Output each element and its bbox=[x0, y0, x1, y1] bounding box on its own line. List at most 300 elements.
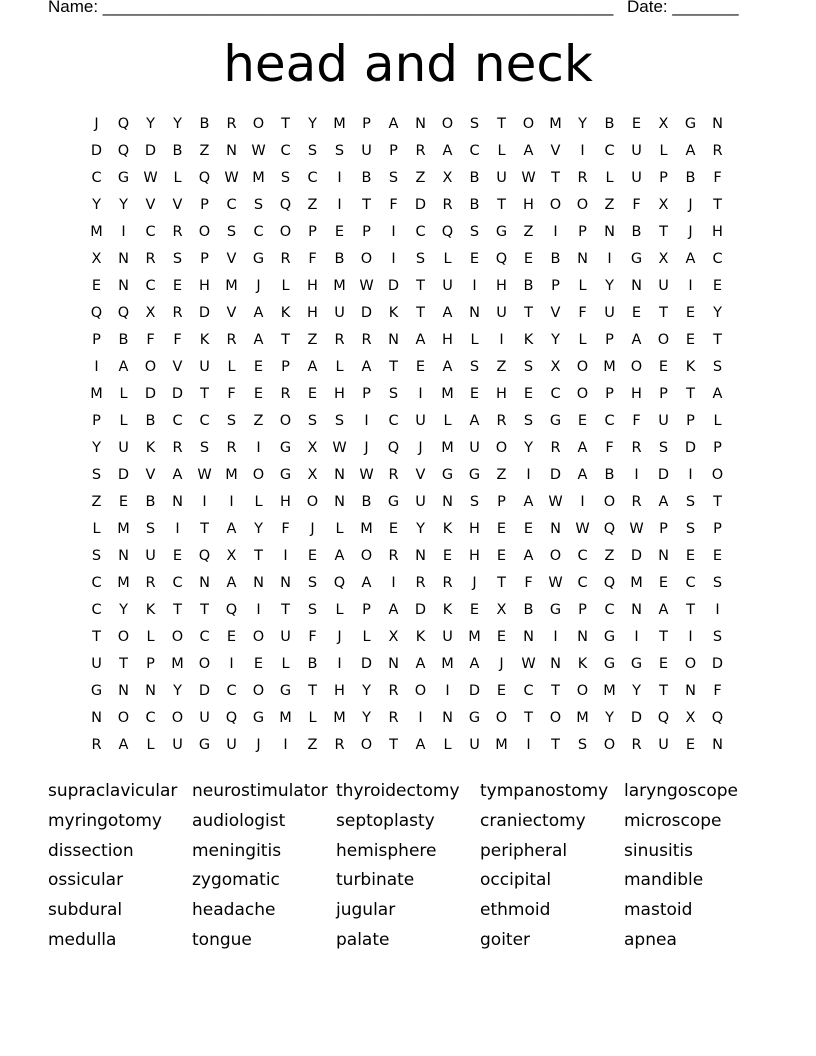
grid-letter[interactable]: C bbox=[199, 413, 210, 429]
grid-letter[interactable]: H bbox=[307, 278, 318, 294]
grid-letter[interactable]: U bbox=[199, 710, 210, 726]
grid-letter[interactable]: P bbox=[146, 656, 155, 672]
grid-letter[interactable]: Q bbox=[711, 710, 724, 726]
grid-letter[interactable]: P bbox=[659, 170, 668, 186]
grid-letter[interactable]: Y bbox=[605, 278, 614, 294]
grid-letter[interactable]: D bbox=[630, 710, 643, 726]
grid-letter[interactable]: Q bbox=[198, 170, 211, 186]
grid-letter[interactable]: M bbox=[603, 359, 616, 375]
grid-letter[interactable]: A bbox=[388, 116, 399, 132]
grid-letter[interactable]: U bbox=[658, 737, 669, 753]
grid-letter[interactable]: C bbox=[145, 224, 156, 240]
grid-letter[interactable]: R bbox=[577, 170, 588, 186]
grid-letter[interactable]: G bbox=[441, 467, 454, 483]
grid-letter[interactable]: R bbox=[226, 116, 237, 132]
grid-letter[interactable]: O bbox=[441, 116, 454, 132]
grid-letter[interactable]: O bbox=[117, 629, 130, 645]
grid-letter[interactable]: T bbox=[659, 224, 668, 240]
grid-letter[interactable]: Y bbox=[119, 197, 128, 213]
grid-letter[interactable]: F bbox=[173, 332, 182, 348]
grid-letter[interactable]: L bbox=[119, 413, 128, 429]
grid-letter[interactable]: I bbox=[553, 629, 558, 645]
grid-letter[interactable]: A bbox=[361, 575, 372, 591]
grid-letter[interactable]: X bbox=[91, 251, 102, 267]
grid-letter[interactable]: T bbox=[497, 116, 506, 132]
grid-letter[interactable]: O bbox=[576, 359, 589, 375]
grid-letter[interactable]: A bbox=[361, 359, 372, 375]
grid-letter[interactable]: N bbox=[631, 602, 642, 618]
grid-letter[interactable]: M bbox=[441, 440, 454, 456]
grid-letter[interactable]: E bbox=[658, 656, 669, 672]
grid-letter[interactable]: I bbox=[337, 656, 342, 672]
grid-letter[interactable]: L bbox=[173, 170, 182, 186]
grid-letter[interactable]: C bbox=[145, 278, 156, 294]
grid-letter[interactable]: O bbox=[252, 683, 265, 699]
grid-letter[interactable]: U bbox=[631, 170, 642, 186]
grid-letter[interactable]: I bbox=[445, 683, 450, 699]
grid-letter[interactable]: W bbox=[521, 170, 536, 186]
grid-letter[interactable]: F bbox=[632, 197, 641, 213]
grid-letter[interactable]: Y bbox=[578, 116, 587, 132]
grid-letter[interactable]: U bbox=[469, 737, 480, 753]
grid-letter[interactable]: S bbox=[172, 251, 183, 267]
grid-letter[interactable]: R bbox=[388, 548, 399, 564]
grid-letter[interactable]: R bbox=[631, 440, 642, 456]
grid-letter[interactable]: S bbox=[469, 224, 480, 240]
grid-letter[interactable]: I bbox=[418, 386, 423, 402]
grid-letter[interactable]: J bbox=[418, 440, 423, 456]
grid-letter[interactable]: L bbox=[335, 521, 344, 537]
grid-letter[interactable]: Q bbox=[333, 575, 346, 591]
grid-letter[interactable]: T bbox=[524, 305, 533, 321]
grid-letter[interactable]: I bbox=[553, 224, 558, 240]
grid-letter[interactable]: A bbox=[523, 548, 534, 564]
grid-letter[interactable]: B bbox=[361, 170, 372, 186]
grid-letter[interactable]: S bbox=[307, 143, 318, 159]
grid-letter[interactable]: I bbox=[715, 602, 720, 618]
grid-letter[interactable]: B bbox=[550, 251, 561, 267]
grid-letter[interactable]: L bbox=[281, 278, 290, 294]
grid-letter[interactable]: O bbox=[360, 548, 373, 564]
grid-letter[interactable]: E bbox=[253, 359, 264, 375]
grid-letter[interactable]: M bbox=[549, 116, 562, 132]
grid-letter[interactable]: M bbox=[441, 656, 454, 672]
grid-letter[interactable]: J bbox=[688, 197, 693, 213]
grid-letter[interactable]: D bbox=[387, 278, 400, 294]
grid-letter[interactable]: Y bbox=[173, 683, 182, 699]
grid-letter[interactable]: S bbox=[145, 521, 156, 537]
grid-letter[interactable]: Y bbox=[362, 683, 371, 699]
grid-letter[interactable]: D bbox=[198, 305, 211, 321]
grid-letter[interactable]: D bbox=[144, 386, 157, 402]
grid-letter[interactable]: F bbox=[605, 440, 614, 456]
grid-letter[interactable]: Y bbox=[92, 197, 101, 213]
grid-letter[interactable]: I bbox=[256, 602, 261, 618]
grid-letter[interactable]: R bbox=[334, 737, 345, 753]
grid-letter[interactable]: W bbox=[332, 440, 347, 456]
grid-letter[interactable]: E bbox=[307, 386, 318, 402]
grid-letter[interactable]: V bbox=[550, 305, 561, 321]
grid-letter[interactable]: E bbox=[172, 278, 183, 294]
grid-letter[interactable]: T bbox=[92, 629, 101, 645]
grid-letter[interactable]: A bbox=[253, 305, 264, 321]
grid-letter[interactable]: H bbox=[334, 683, 345, 699]
grid-letter[interactable]: O bbox=[576, 197, 589, 213]
grid-letter[interactable]: K bbox=[145, 440, 156, 456]
grid-letter[interactable]: R bbox=[550, 440, 561, 456]
grid-letter[interactable]: W bbox=[197, 467, 212, 483]
grid-letter[interactable]: Q bbox=[495, 251, 508, 267]
grid-letter[interactable]: J bbox=[310, 521, 315, 537]
grid-letter[interactable]: N bbox=[145, 683, 156, 699]
grid-letter[interactable]: K bbox=[442, 521, 453, 537]
grid-letter[interactable]: B bbox=[685, 170, 696, 186]
grid-letter[interactable]: X bbox=[226, 548, 237, 564]
grid-letter[interactable]: L bbox=[578, 332, 587, 348]
grid-letter[interactable]: B bbox=[523, 278, 534, 294]
grid-letter[interactable]: R bbox=[442, 197, 453, 213]
grid-letter[interactable]: N bbox=[712, 116, 723, 132]
grid-letter[interactable]: L bbox=[146, 629, 155, 645]
grid-letter[interactable]: R bbox=[631, 737, 642, 753]
grid-letter[interactable]: Q bbox=[441, 224, 454, 240]
grid-letter[interactable]: N bbox=[280, 575, 291, 591]
grid-letter[interactable]: G bbox=[279, 440, 292, 456]
grid-letter[interactable]: S bbox=[712, 575, 723, 591]
grid-letter[interactable]: P bbox=[200, 251, 209, 267]
grid-letter[interactable]: N bbox=[118, 683, 129, 699]
grid-letter[interactable]: T bbox=[254, 548, 263, 564]
grid-letter[interactable]: M bbox=[333, 710, 346, 726]
grid-letter[interactable]: K bbox=[145, 602, 156, 618]
grid-letter[interactable]: A bbox=[307, 359, 318, 375]
grid-letter[interactable]: C bbox=[388, 413, 399, 429]
grid-letter[interactable]: I bbox=[256, 440, 261, 456]
grid-letter[interactable]: M bbox=[360, 521, 373, 537]
grid-letter[interactable]: C bbox=[226, 683, 237, 699]
grid-letter[interactable]: I bbox=[121, 224, 126, 240]
grid-letter[interactable]: A bbox=[334, 548, 345, 564]
grid-letter[interactable]: U bbox=[496, 170, 507, 186]
grid-letter[interactable]: G bbox=[279, 683, 292, 699]
grid-letter[interactable]: L bbox=[146, 737, 155, 753]
grid-letter[interactable]: C bbox=[550, 386, 561, 402]
grid-letter[interactable]: I bbox=[472, 278, 477, 294]
grid-letter[interactable]: N bbox=[577, 629, 588, 645]
grid-letter[interactable]: V bbox=[172, 359, 183, 375]
grid-letter[interactable]: O bbox=[414, 683, 427, 699]
grid-letter[interactable]: A bbox=[172, 467, 183, 483]
grid-letter[interactable]: C bbox=[172, 413, 183, 429]
grid-letter[interactable]: I bbox=[337, 197, 342, 213]
grid-letter[interactable]: L bbox=[281, 656, 290, 672]
grid-letter[interactable]: P bbox=[578, 224, 587, 240]
grid-letter[interactable]: I bbox=[94, 359, 99, 375]
grid-letter[interactable]: K bbox=[442, 602, 453, 618]
grid-letter[interactable]: M bbox=[333, 278, 346, 294]
grid-letter[interactable]: M bbox=[333, 116, 346, 132]
grid-letter[interactable]: A bbox=[226, 521, 237, 537]
grid-letter[interactable]: U bbox=[442, 278, 453, 294]
grid-letter[interactable]: X bbox=[388, 629, 399, 645]
grid-letter[interactable]: H bbox=[280, 494, 291, 510]
grid-letter[interactable]: L bbox=[443, 737, 452, 753]
grid-letter[interactable]: I bbox=[391, 575, 396, 591]
grid-letter[interactable]: M bbox=[495, 737, 508, 753]
grid-letter[interactable]: R bbox=[415, 575, 426, 591]
grid-letter[interactable]: O bbox=[657, 332, 670, 348]
grid-letter[interactable]: R bbox=[172, 440, 183, 456]
grid-letter[interactable]: X bbox=[145, 305, 156, 321]
grid-letter[interactable]: T bbox=[713, 332, 722, 348]
grid-letter[interactable]: S bbox=[685, 494, 696, 510]
grid-letter[interactable]: Z bbox=[523, 224, 534, 240]
grid-letter[interactable]: N bbox=[550, 656, 561, 672]
grid-letter[interactable]: O bbox=[495, 710, 508, 726]
grid-letter[interactable]: V bbox=[145, 197, 156, 213]
grid-letter[interactable]: G bbox=[387, 494, 400, 510]
grid-letter[interactable]: X bbox=[658, 197, 669, 213]
grid-letter[interactable]: J bbox=[472, 575, 477, 591]
grid-letter[interactable]: O bbox=[576, 386, 589, 402]
grid-letter[interactable]: C bbox=[172, 575, 183, 591]
grid-letter[interactable]: N bbox=[388, 332, 399, 348]
grid-letter[interactable]: H bbox=[307, 305, 318, 321]
grid-letter[interactable]: E bbox=[226, 629, 237, 645]
grid-letter[interactable]: T bbox=[389, 737, 398, 753]
grid-letter[interactable]: P bbox=[362, 386, 371, 402]
grid-letter[interactable]: N bbox=[253, 575, 264, 591]
grid-letter[interactable]: T bbox=[200, 521, 209, 537]
grid-letter[interactable]: O bbox=[198, 224, 211, 240]
grid-letter[interactable]: L bbox=[92, 521, 101, 537]
grid-letter[interactable]: V bbox=[226, 305, 237, 321]
grid-letter[interactable]: R bbox=[280, 251, 291, 267]
grid-letter[interactable]: U bbox=[280, 629, 291, 645]
grid-letter[interactable]: J bbox=[94, 116, 99, 132]
grid-letter[interactable]: A bbox=[253, 332, 264, 348]
grid-letter[interactable]: P bbox=[551, 278, 560, 294]
grid-letter[interactable]: A bbox=[469, 413, 480, 429]
grid-letter[interactable]: L bbox=[470, 332, 479, 348]
grid-letter[interactable]: M bbox=[117, 575, 130, 591]
grid-letter[interactable]: H bbox=[442, 332, 453, 348]
grid-letter[interactable]: E bbox=[685, 737, 696, 753]
grid-letter[interactable]: S bbox=[280, 170, 291, 186]
grid-letter[interactable]: T bbox=[713, 197, 722, 213]
grid-letter[interactable]: G bbox=[549, 413, 562, 429]
grid-letter[interactable]: G bbox=[630, 656, 643, 672]
grid-letter[interactable]: G bbox=[117, 170, 130, 186]
grid-letter[interactable]: X bbox=[307, 467, 318, 483]
grid-letter[interactable]: G bbox=[198, 737, 211, 753]
grid-letter[interactable]: D bbox=[657, 467, 670, 483]
grid-letter[interactable]: O bbox=[360, 737, 373, 753]
grid-letter[interactable]: Y bbox=[713, 305, 722, 321]
grid-letter[interactable]: C bbox=[577, 548, 588, 564]
grid-letter[interactable]: J bbox=[256, 737, 261, 753]
grid-letter[interactable]: A bbox=[415, 332, 426, 348]
grid-letter[interactable]: O bbox=[144, 359, 157, 375]
grid-letter[interactable]: B bbox=[145, 494, 156, 510]
grid-letter[interactable]: Y bbox=[308, 116, 317, 132]
grid-letter[interactable]: L bbox=[578, 278, 587, 294]
grid-letter[interactable]: R bbox=[496, 413, 507, 429]
grid-letter[interactable]: G bbox=[252, 251, 265, 267]
grid-letter[interactable]: P bbox=[281, 359, 290, 375]
grid-letter[interactable]: Q bbox=[603, 521, 616, 537]
grid-letter[interactable]: Z bbox=[307, 332, 318, 348]
grid-letter[interactable]: N bbox=[334, 467, 345, 483]
grid-letter[interactable]: C bbox=[604, 143, 615, 159]
grid-letter[interactable]: R bbox=[145, 575, 156, 591]
grid-letter[interactable]: N bbox=[226, 143, 237, 159]
grid-letter[interactable]: R bbox=[388, 710, 399, 726]
grid-letter[interactable]: T bbox=[551, 170, 560, 186]
grid-letter[interactable]: A bbox=[442, 359, 453, 375]
grid-letter[interactable]: E bbox=[496, 683, 507, 699]
grid-letter[interactable]: M bbox=[90, 224, 103, 240]
grid-letter[interactable]: W bbox=[251, 143, 266, 159]
grid-letter[interactable]: E bbox=[523, 251, 534, 267]
grid-letter[interactable]: E bbox=[577, 413, 588, 429]
grid-letter[interactable]: J bbox=[256, 278, 261, 294]
grid-letter[interactable]: R bbox=[280, 386, 291, 402]
grid-letter[interactable]: M bbox=[252, 170, 265, 186]
grid-letter[interactable]: U bbox=[118, 440, 129, 456]
grid-letter[interactable]: S bbox=[307, 575, 318, 591]
grid-letter[interactable]: N bbox=[442, 710, 453, 726]
grid-letter[interactable]: B bbox=[361, 494, 372, 510]
grid-letter[interactable]: D bbox=[171, 386, 184, 402]
grid-letter[interactable]: Y bbox=[146, 116, 155, 132]
grid-letter[interactable]: F bbox=[389, 197, 398, 213]
grid-letter[interactable]: E bbox=[496, 521, 507, 537]
grid-letter[interactable]: A bbox=[415, 737, 426, 753]
grid-letter[interactable]: B bbox=[145, 413, 156, 429]
grid-letter[interactable]: C bbox=[604, 602, 615, 618]
grid-letter[interactable]: Q bbox=[279, 197, 292, 213]
grid-letter[interactable]: C bbox=[604, 413, 615, 429]
grid-letter[interactable]: I bbox=[634, 629, 639, 645]
grid-letter[interactable]: N bbox=[442, 494, 453, 510]
grid-letter[interactable]: O bbox=[576, 683, 589, 699]
grid-letter[interactable]: P bbox=[713, 440, 722, 456]
grid-letter[interactable]: I bbox=[634, 467, 639, 483]
grid-letter[interactable]: C bbox=[145, 710, 156, 726]
grid-letter[interactable]: B bbox=[604, 116, 615, 132]
grid-letter[interactable]: I bbox=[337, 170, 342, 186]
grid-letter[interactable]: I bbox=[391, 224, 396, 240]
grid-letter[interactable]: E bbox=[523, 386, 534, 402]
grid-letter[interactable]: G bbox=[684, 116, 697, 132]
grid-letter[interactable]: D bbox=[144, 143, 157, 159]
grid-letter[interactable]: G bbox=[630, 251, 643, 267]
grid-letter[interactable]: B bbox=[118, 332, 129, 348]
grid-letter[interactable]: N bbox=[199, 575, 210, 591]
grid-letter[interactable]: N bbox=[469, 305, 480, 321]
grid-letter[interactable]: P bbox=[362, 602, 371, 618]
grid-letter[interactable]: N bbox=[712, 737, 723, 753]
grid-letter[interactable]: D bbox=[198, 683, 211, 699]
grid-letter[interactable]: U bbox=[199, 359, 210, 375]
grid-letter[interactable]: C bbox=[91, 602, 102, 618]
grid-letter[interactable]: E bbox=[685, 332, 696, 348]
grid-letter[interactable]: E bbox=[469, 251, 480, 267]
grid-letter[interactable]: F bbox=[632, 413, 641, 429]
grid-letter[interactable]: F bbox=[308, 629, 317, 645]
grid-letter[interactable]: T bbox=[713, 494, 722, 510]
grid-letter[interactable]: U bbox=[361, 143, 372, 159]
grid-letter[interactable]: T bbox=[362, 197, 371, 213]
grid-letter[interactable]: W bbox=[521, 656, 536, 672]
grid-letter[interactable]: G bbox=[549, 602, 562, 618]
grid-letter[interactable]: L bbox=[443, 413, 452, 429]
grid-letter[interactable]: E bbox=[334, 224, 345, 240]
grid-letter[interactable]: E bbox=[496, 548, 507, 564]
grid-letter[interactable]: U bbox=[334, 305, 345, 321]
grid-letter[interactable]: G bbox=[603, 656, 616, 672]
grid-letter[interactable]: U bbox=[145, 548, 156, 564]
grid-letter[interactable]: Q bbox=[387, 440, 400, 456]
grid-letter[interactable]: W bbox=[359, 467, 374, 483]
grid-letter[interactable]: S bbox=[334, 413, 345, 429]
grid-letter[interactable]: I bbox=[499, 332, 504, 348]
grid-letter[interactable]: N bbox=[415, 548, 426, 564]
grid-letter[interactable]: A bbox=[577, 440, 588, 456]
grid-letter[interactable]: Q bbox=[225, 710, 238, 726]
grid-letter[interactable]: T bbox=[173, 602, 182, 618]
grid-letter[interactable]: T bbox=[308, 683, 317, 699]
grid-letter[interactable]: I bbox=[283, 737, 288, 753]
grid-letter[interactable]: Y bbox=[524, 440, 533, 456]
grid-letter[interactable]: T bbox=[119, 656, 128, 672]
grid-letter[interactable]: O bbox=[279, 413, 292, 429]
grid-letter[interactable]: A bbox=[442, 305, 453, 321]
grid-letter[interactable]: B bbox=[199, 116, 210, 132]
grid-letter[interactable]: T bbox=[551, 683, 560, 699]
grid-letter[interactable]: U bbox=[91, 656, 102, 672]
grid-letter[interactable]: T bbox=[281, 602, 290, 618]
grid-letter[interactable]: R bbox=[388, 683, 399, 699]
grid-letter[interactable]: T bbox=[200, 386, 209, 402]
grid-letter[interactable]: S bbox=[469, 494, 480, 510]
grid-letter[interactable]: N bbox=[415, 116, 426, 132]
grid-letter[interactable]: T bbox=[281, 116, 290, 132]
grid-letter[interactable]: G bbox=[495, 224, 508, 240]
grid-letter[interactable]: M bbox=[279, 710, 292, 726]
grid-letter[interactable]: O bbox=[360, 251, 373, 267]
grid-letter[interactable]: I bbox=[283, 548, 288, 564]
grid-letter[interactable]: R bbox=[226, 440, 237, 456]
grid-letter[interactable]: C bbox=[91, 575, 102, 591]
grid-letter[interactable]: T bbox=[524, 710, 533, 726]
grid-letter[interactable]: Y bbox=[173, 116, 182, 132]
grid-letter[interactable]: R bbox=[361, 332, 372, 348]
grid-letter[interactable]: N bbox=[550, 521, 561, 537]
grid-letter[interactable]: Z bbox=[604, 548, 615, 564]
grid-letter[interactable]: T bbox=[551, 737, 560, 753]
grid-letter[interactable]: T bbox=[389, 359, 398, 375]
grid-letter[interactable]: O bbox=[549, 548, 562, 564]
grid-letter[interactable]: L bbox=[335, 602, 344, 618]
grid-letter[interactable]: T bbox=[497, 575, 506, 591]
grid-letter[interactable]: R bbox=[145, 251, 156, 267]
grid-letter[interactable]: Y bbox=[92, 440, 101, 456]
grid-letter[interactable]: P bbox=[497, 494, 506, 510]
grid-letter[interactable]: T bbox=[659, 683, 668, 699]
grid-letter[interactable]: N bbox=[604, 224, 615, 240]
